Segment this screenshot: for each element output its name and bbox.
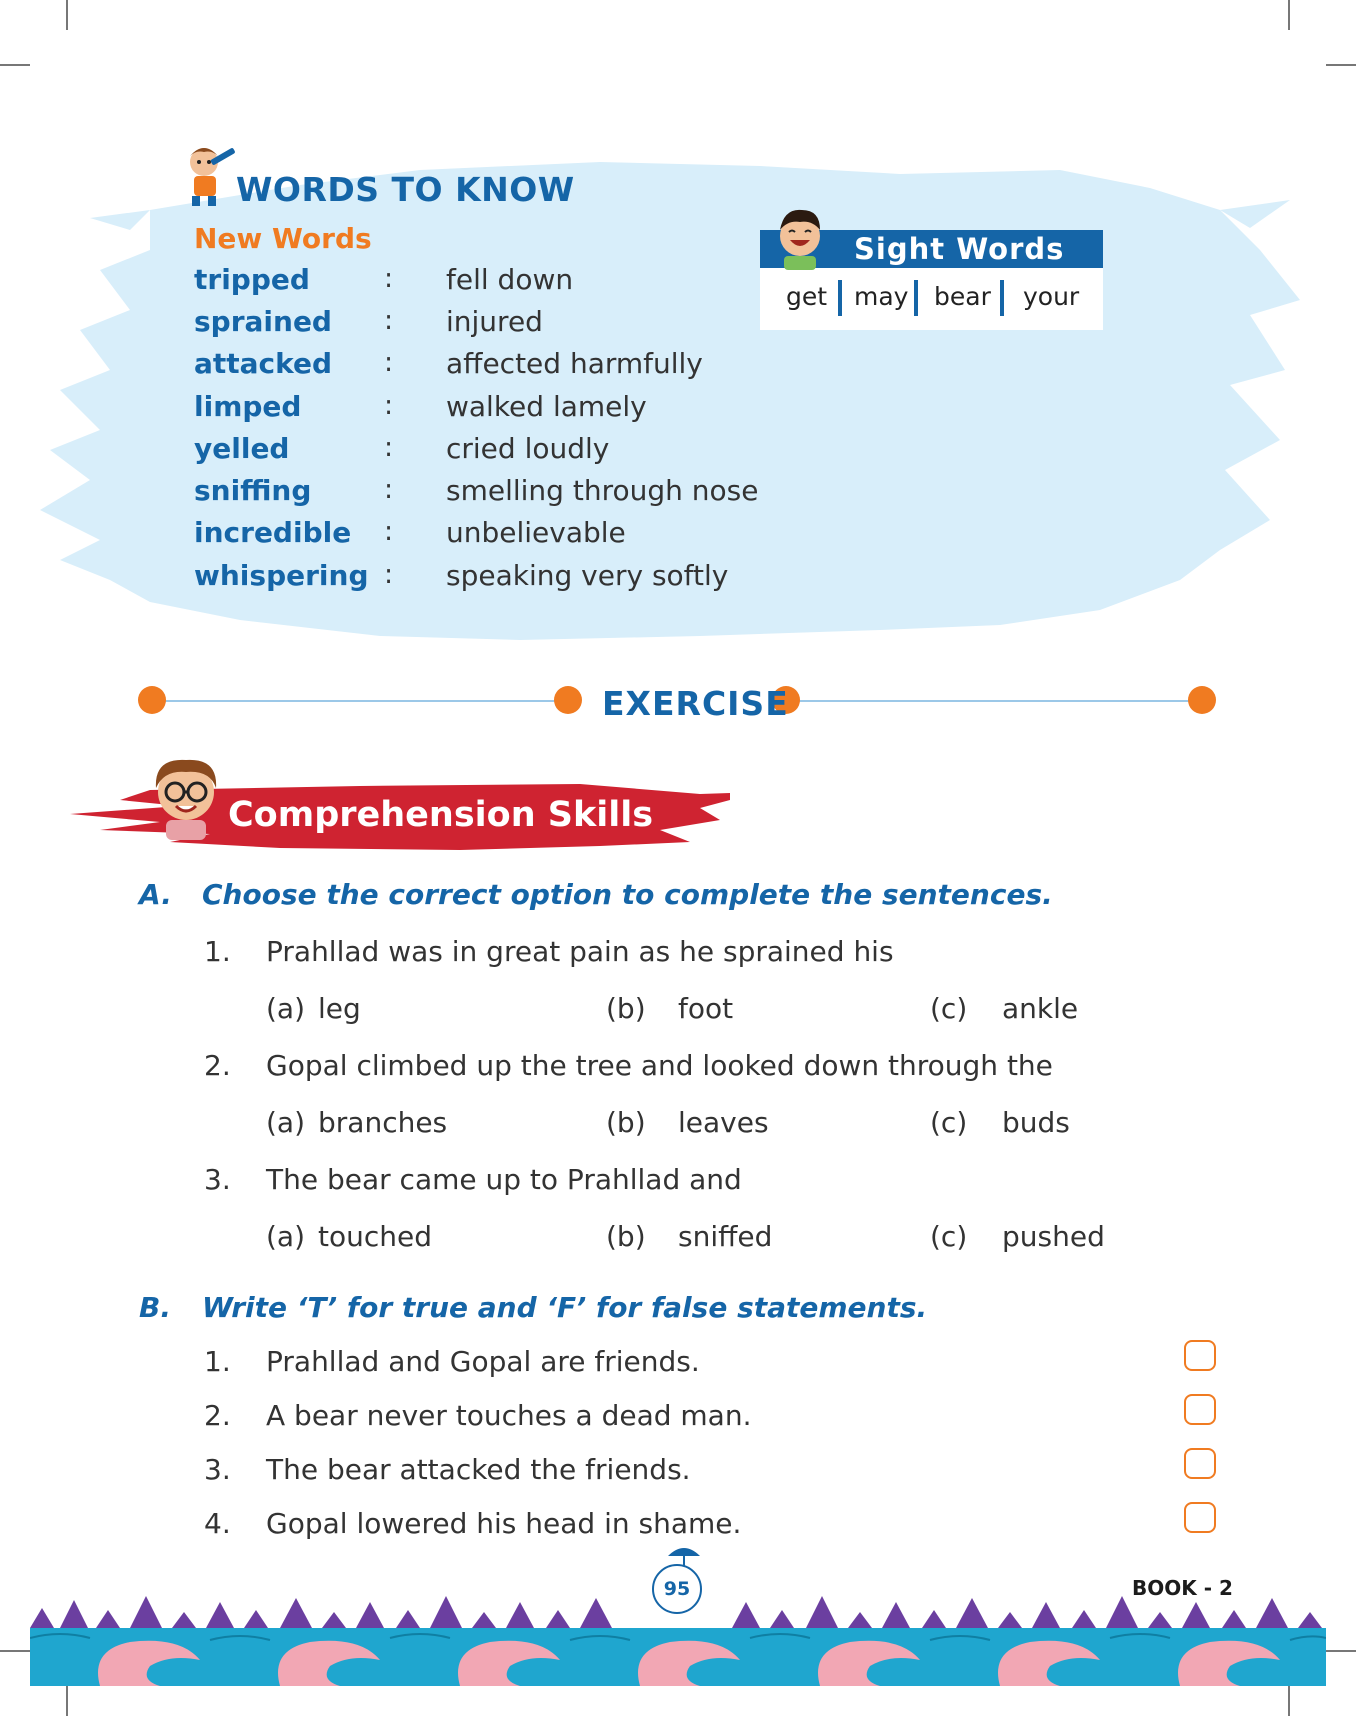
vocab-word: incredible (194, 516, 352, 549)
question-number: 3. (204, 1163, 231, 1196)
crop-mark (1288, 1686, 1290, 1716)
option-text[interactable]: sniffed (678, 1220, 773, 1253)
vocab-row (194, 263, 754, 303)
true-false-answer-box[interactable] (1184, 1448, 1216, 1479)
statement-number: 1. (204, 1345, 231, 1378)
option-text[interactable]: foot (678, 992, 734, 1025)
vocab-row (194, 390, 754, 430)
vocab-meaning: speaking very softly (446, 559, 729, 592)
section-b-instruction: Write ‘T’ for true and ‘F’ for false statements. (202, 1291, 928, 1324)
sight-word: get (786, 282, 828, 311)
crop-mark (1326, 64, 1356, 66)
crop-mark (0, 1650, 30, 1652)
vocab-row (194, 474, 759, 514)
comprehension-skills-title: Comprehension Skills (228, 795, 654, 835)
statement-text: Prahllad and Gopal are friends. (266, 1345, 700, 1378)
vocab-row (194, 516, 754, 556)
vocab-colon: : (384, 263, 394, 294)
vocab-meaning: cried loudly (446, 432, 610, 465)
sight-word: may (854, 282, 909, 311)
vocab-meaning: smelling through nose (446, 474, 759, 507)
question-number: 2. (204, 1049, 231, 1082)
boy-mascot-icon (172, 140, 242, 210)
smiling-boy-icon (762, 198, 832, 270)
crop-mark (0, 64, 30, 66)
sight-word: your (1023, 282, 1080, 311)
option-label: (b) (606, 1220, 646, 1253)
crop-mark (66, 1686, 68, 1716)
option-label: (c) (930, 1106, 968, 1139)
section-b-letter: B. (139, 1291, 171, 1324)
sight-word-divider (914, 280, 918, 316)
option-label: (a) (266, 1220, 306, 1253)
vocab-word: yelled (194, 432, 290, 465)
sight-word-divider (838, 280, 842, 316)
vocab-word: sprained (194, 305, 332, 338)
girl-with-glasses-icon (140, 748, 230, 844)
question-text: Prahllad was in great pain as he sprained his (266, 935, 894, 968)
statement-text: Gopal lowered his head in shame. (266, 1507, 742, 1540)
vocab-row (194, 559, 754, 599)
vocab-colon: : (384, 474, 394, 505)
vocab-word: sniffing (194, 474, 312, 507)
vocab-colon: : (384, 516, 394, 547)
statement-number: 3. (204, 1453, 231, 1486)
statement-number: 2. (204, 1399, 231, 1432)
vocab-word: limped (194, 390, 302, 423)
question-text: Gopal climbed up the tree and looked down through the (266, 1049, 1053, 1082)
vocab-colon: : (384, 432, 394, 463)
statement-text: A bear never touches a dead man. (266, 1399, 752, 1432)
vocab-colon: : (384, 305, 394, 336)
section-a-instruction: Choose the correct option to complete the sentences. (202, 878, 1053, 911)
exercise-title: EXERCISE (602, 684, 789, 723)
option-text[interactable]: touched (318, 1220, 432, 1253)
crop-mark (66, 0, 68, 30)
true-false-answer-box[interactable] (1184, 1502, 1216, 1533)
vocab-word: whispering (194, 559, 369, 592)
sight-words-box (760, 268, 1103, 330)
vocab-colon: : (384, 390, 394, 421)
option-label: (a) (266, 1106, 306, 1139)
true-false-answer-box[interactable] (1184, 1394, 1216, 1425)
vocab-meaning: walked lamely (446, 390, 647, 423)
vocab-meaning: unbelievable (446, 516, 626, 549)
statement-number: 4. (204, 1507, 231, 1540)
option-label: (b) (606, 992, 646, 1025)
vocab-word: tripped (194, 263, 310, 296)
divider-dot (1188, 686, 1216, 714)
page-number: 95 (652, 1564, 702, 1614)
words-to-know-title: WORDS TO KNOW (236, 170, 575, 209)
option-text[interactable]: leaves (678, 1106, 769, 1139)
exercise-divider-line (152, 700, 564, 702)
option-text[interactable]: buds (1002, 1106, 1070, 1139)
new-words-subtitle: New Words (194, 222, 372, 255)
sight-word-divider (1000, 280, 1004, 316)
vocab-row (194, 305, 754, 345)
vocab-row (194, 347, 754, 387)
vocab-meaning: fell down (446, 263, 574, 296)
option-label: (a) (266, 992, 306, 1025)
option-text[interactable]: pushed (1002, 1220, 1105, 1253)
vocab-meaning: injured (446, 305, 543, 338)
divider-dot (138, 686, 166, 714)
true-false-answer-box[interactable] (1184, 1340, 1216, 1371)
sight-word: bear (934, 282, 991, 311)
option-text[interactable]: branches (318, 1106, 448, 1139)
crop-mark (1288, 0, 1290, 30)
book-label: BOOK - 2 (1132, 1576, 1233, 1600)
statement-text: The bear attacked the friends. (266, 1453, 691, 1486)
sight-words-title: Sight Words (760, 230, 1103, 268)
vocab-colon: : (384, 347, 394, 378)
vocab-row (194, 432, 754, 472)
question-text: The bear came up to Prahllad and (266, 1163, 742, 1196)
option-text[interactable]: leg (318, 992, 361, 1025)
vocab-meaning: affected harmfully (446, 347, 703, 380)
vocab-word: attacked (194, 347, 333, 380)
option-label: (c) (930, 992, 968, 1025)
option-label: (b) (606, 1106, 646, 1139)
option-label: (c) (930, 1220, 968, 1253)
option-text[interactable]: ankle (1002, 992, 1079, 1025)
crop-mark (1326, 1650, 1356, 1652)
vocab-colon: : (384, 559, 394, 590)
divider-dot (554, 686, 582, 714)
exercise-divider-line (788, 700, 1198, 702)
question-number: 1. (204, 935, 231, 968)
section-a-letter: A. (139, 878, 172, 911)
